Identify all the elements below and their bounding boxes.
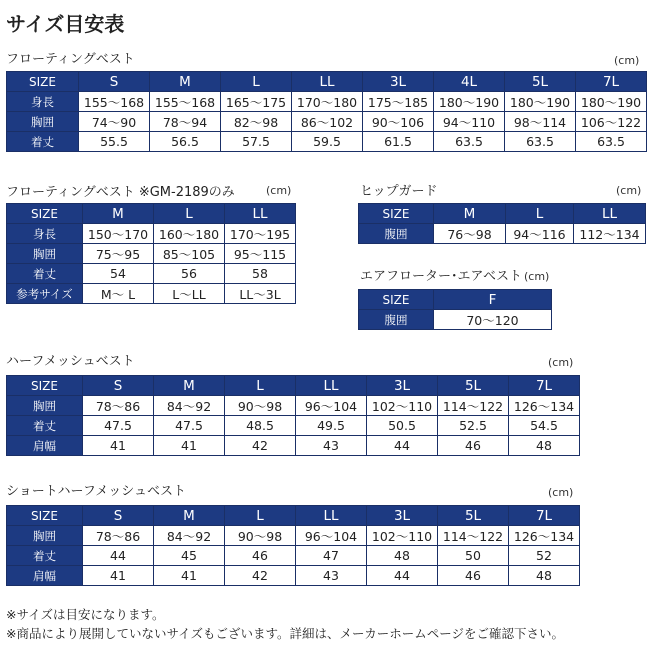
table-cell: 90〜106 <box>363 112 434 132</box>
table-cell: 48.5 <box>225 416 296 436</box>
table-cell: 57.5 <box>221 132 292 152</box>
table-cell: 170〜180 <box>292 92 363 112</box>
table-row <box>7 396 580 416</box>
row-label: 着丈 <box>7 264 83 284</box>
table-cell: 175〜185 <box>363 92 434 112</box>
table-cell: 78〜86 <box>83 396 154 416</box>
table-cell: 48 <box>509 436 580 456</box>
size-table-half-mesh-vest <box>6 375 580 456</box>
table-cell: 52 <box>509 546 580 566</box>
table-row <box>7 416 580 436</box>
table-cell: 114〜122 <box>438 526 509 546</box>
size-header-label: SIZE <box>7 72 79 92</box>
table-cell: 58 <box>225 264 296 284</box>
table-cell: 50.5 <box>367 416 438 436</box>
section-title-short-half-mesh-vest: ショートハーフメッシュベスト <box>6 484 187 499</box>
row-label: 身長 <box>7 92 79 112</box>
table-cell: 180〜190 <box>434 92 505 112</box>
table-cell: 46 <box>225 546 296 566</box>
table-row <box>7 112 647 132</box>
table-row <box>7 546 580 566</box>
row-label: 着丈 <box>7 132 79 152</box>
table-cell: 86〜102 <box>292 112 363 132</box>
table-cell: 41 <box>83 566 154 586</box>
size-header-cell: 5L <box>438 506 509 526</box>
size-header-cell: 4L <box>434 72 505 92</box>
table-cell: 47 <box>296 546 367 566</box>
table-row <box>7 132 647 152</box>
size-table-hip-guard <box>358 203 646 244</box>
note-size-guide: ※サイズは目安になります。 <box>6 607 165 622</box>
size-header-cell: LL <box>225 204 296 224</box>
size-header-cell: S <box>79 72 150 92</box>
table-cell: 84〜92 <box>154 396 225 416</box>
unit-label: (cm) <box>616 184 642 197</box>
size-header-label: SIZE <box>7 506 83 526</box>
table-header-row <box>7 72 647 92</box>
table-cell: 49.5 <box>296 416 367 436</box>
table-cell: 82〜98 <box>221 112 292 132</box>
table-cell: 96〜104 <box>296 526 367 546</box>
size-header-cell: M <box>150 72 221 92</box>
table-cell: 47.5 <box>83 416 154 436</box>
row-label: 腹囲 <box>359 224 434 244</box>
table-cell: M〜 L <box>83 284 154 304</box>
size-table-short-half-mesh-vest <box>6 505 580 586</box>
unit-label: (cm) <box>266 184 292 197</box>
table-row <box>7 224 296 244</box>
size-header-cell: 7L <box>509 506 580 526</box>
size-header-cell: M <box>154 376 225 396</box>
row-label: 参考サイズ <box>7 284 83 304</box>
table-cell: 63.5 <box>505 132 576 152</box>
size-header-cell: S <box>83 376 154 396</box>
table-cell: 41 <box>154 436 225 456</box>
table-row <box>7 284 296 304</box>
table-cell: 61.5 <box>363 132 434 152</box>
table-cell: 56.5 <box>150 132 221 152</box>
section-title-hip-guard: ヒップガード <box>360 184 438 199</box>
row-label: 着丈 <box>7 416 83 436</box>
table-header-row <box>359 204 646 224</box>
size-header-label: SIZE <box>359 204 434 224</box>
table-cell: 44 <box>367 436 438 456</box>
size-header-cell: LL <box>296 376 367 396</box>
table-cell: 54.5 <box>509 416 580 436</box>
table-cell: LL〜3L <box>225 284 296 304</box>
size-header-label: SIZE <box>359 290 434 310</box>
table-row <box>7 436 580 456</box>
size-header-cell: M <box>434 204 506 224</box>
table-cell: 47.5 <box>154 416 225 436</box>
row-label: 着丈 <box>7 546 83 566</box>
table-header-row <box>7 376 580 396</box>
section-title-floating-vest-gm2189: フローティングベスト ※GM-2189のみ <box>6 185 235 200</box>
row-label: 腹囲 <box>359 310 434 330</box>
table-cell: 85〜105 <box>154 244 225 264</box>
table-cell: 52.5 <box>438 416 509 436</box>
table-cell: 90〜98 <box>225 396 296 416</box>
table-cell: 55.5 <box>79 132 150 152</box>
table-cell: 59.5 <box>292 132 363 152</box>
size-table-floating-vest <box>6 71 647 152</box>
size-header-cell: 3L <box>367 506 438 526</box>
table-cell: 42 <box>225 436 296 456</box>
table-cell: 44 <box>367 566 438 586</box>
size-header-cell: 3L <box>367 376 438 396</box>
table-row <box>7 92 647 112</box>
row-label: 身長 <box>7 224 83 244</box>
table-row <box>7 244 296 264</box>
table-cell: 160〜180 <box>154 224 225 244</box>
size-header-cell: L <box>225 506 296 526</box>
table-cell: 94〜116 <box>506 224 574 244</box>
table-cell: 63.5 <box>576 132 647 152</box>
size-table-air-floater <box>358 289 552 330</box>
size-header-cell: M <box>83 204 154 224</box>
table-row <box>359 310 552 330</box>
table-cell: 74〜90 <box>79 112 150 132</box>
size-table-floating-vest-gm2189 <box>6 203 296 304</box>
table-cell: 46 <box>438 436 509 456</box>
table-cell: 94〜110 <box>434 112 505 132</box>
section-title-half-mesh-vest: ハーフメッシュベスト <box>6 354 135 369</box>
size-header-cell: L <box>221 72 292 92</box>
table-cell: 41 <box>83 436 154 456</box>
table-cell: 75〜95 <box>83 244 154 264</box>
unit-label: (cm) <box>548 356 574 369</box>
table-row <box>7 526 580 546</box>
table-cell: 78〜86 <box>83 526 154 546</box>
row-label: 胸囲 <box>7 244 83 264</box>
table-cell: 155〜168 <box>150 92 221 112</box>
size-header-cell: LL <box>296 506 367 526</box>
section-title-floating-vest: フローティングベスト <box>6 52 135 67</box>
table-cell: 114〜122 <box>438 396 509 416</box>
table-header-row <box>359 290 552 310</box>
size-header-cell: M <box>154 506 225 526</box>
table-cell: 180〜190 <box>576 92 647 112</box>
table-cell: 126〜134 <box>509 396 580 416</box>
size-header-cell: 5L <box>505 72 576 92</box>
table-cell: 84〜92 <box>154 526 225 546</box>
size-header-cell: L <box>154 204 225 224</box>
table-cell: 44 <box>83 546 154 566</box>
note-availability: ※商品により展開していないサイズもございます。詳細は、メーカーホームページをご確認下さい。 <box>6 626 564 641</box>
size-header-cell: 3L <box>363 72 434 92</box>
size-header-cell: LL <box>574 204 646 224</box>
unit-label: (cm) <box>548 486 574 499</box>
table-cell: 102〜110 <box>367 396 438 416</box>
table-cell: 96〜104 <box>296 396 367 416</box>
table-cell: 76〜98 <box>434 224 506 244</box>
row-label: 肩幅 <box>7 566 83 586</box>
table-cell: 102〜110 <box>367 526 438 546</box>
row-label: 肩幅 <box>7 436 83 456</box>
table-cell: 155〜168 <box>79 92 150 112</box>
table-cell: 70〜120 <box>434 310 552 330</box>
size-header-cell: F <box>434 290 552 310</box>
table-cell: 41 <box>154 566 225 586</box>
table-row <box>7 566 580 586</box>
row-label: 胸囲 <box>7 396 83 416</box>
table-cell: 78〜94 <box>150 112 221 132</box>
size-header-cell: S <box>83 506 154 526</box>
size-header-cell: LL <box>292 72 363 92</box>
size-header-cell: L <box>225 376 296 396</box>
table-cell: 95〜115 <box>225 244 296 264</box>
table-cell: 98〜114 <box>505 112 576 132</box>
size-header-cell: L <box>506 204 574 224</box>
table-cell: 90〜98 <box>225 526 296 546</box>
table-cell: 48 <box>509 566 580 586</box>
table-cell: 63.5 <box>434 132 505 152</box>
unit-label: (cm) <box>614 54 640 67</box>
table-cell: 165〜175 <box>221 92 292 112</box>
table-header-row <box>7 506 580 526</box>
unit-label: (cm) <box>524 270 550 283</box>
table-row <box>359 224 646 244</box>
table-cell: 106〜122 <box>576 112 647 132</box>
table-cell: 126〜134 <box>509 526 580 546</box>
row-label: 胸囲 <box>7 112 79 132</box>
page-title: サイズ目安表 <box>6 12 125 36</box>
size-header-label: SIZE <box>7 376 83 396</box>
table-header-row <box>7 204 296 224</box>
size-header-cell: 7L <box>509 376 580 396</box>
table-cell: 112〜134 <box>574 224 646 244</box>
size-header-label: SIZE <box>7 204 83 224</box>
table-cell: 170〜195 <box>225 224 296 244</box>
table-cell: 42 <box>225 566 296 586</box>
table-cell: 45 <box>154 546 225 566</box>
table-cell: 54 <box>83 264 154 284</box>
row-label: 胸囲 <box>7 526 83 546</box>
table-cell: 56 <box>154 264 225 284</box>
size-header-cell: 5L <box>438 376 509 396</box>
table-cell: 150〜170 <box>83 224 154 244</box>
table-cell: 43 <box>296 436 367 456</box>
table-row <box>7 264 296 284</box>
table-cell: 48 <box>367 546 438 566</box>
table-cell: L〜LL <box>154 284 225 304</box>
size-header-cell: 7L <box>576 72 647 92</box>
table-cell: 46 <box>438 566 509 586</box>
table-cell: 50 <box>438 546 509 566</box>
table-cell: 180〜190 <box>505 92 576 112</box>
table-cell: 43 <box>296 566 367 586</box>
section-title-air-floater: エアフローター･エアベスト <box>360 269 522 284</box>
